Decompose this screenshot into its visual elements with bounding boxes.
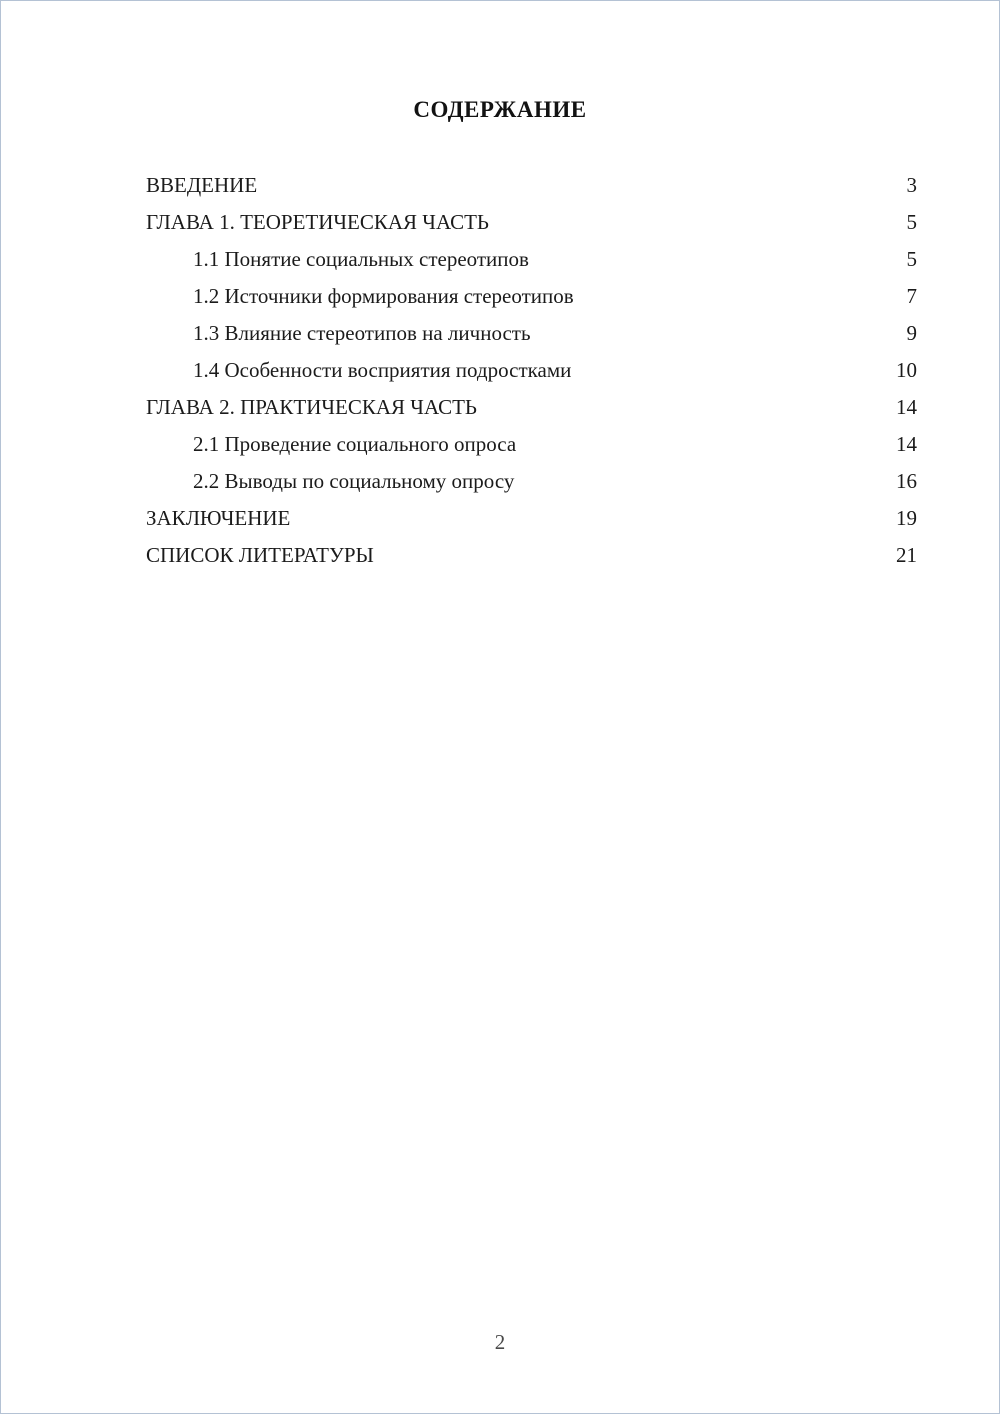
- toc-entry-page: 5: [906, 247, 917, 271]
- toc-entry-glava-1: [146, 204, 917, 241]
- toc-entry-label: 2.1 Проведение социального опроса: [193, 432, 517, 456]
- toc-entry-zaklyuchenie: [146, 500, 917, 537]
- toc-entry-label: ГЛАВА 2. ПРАКТИЧЕСКАЯ ЧАСТЬ: [146, 395, 477, 419]
- toc-entry-label: 1.4 Особенности восприятия подростками: [193, 358, 572, 382]
- toc-entry-label: 1.3 Влияние стереотипов на личность: [193, 321, 531, 345]
- toc-entry-page: 5: [906, 210, 917, 234]
- toc-entry-label: ЗАКЛЮЧЕНИЕ: [146, 506, 291, 530]
- toc-entry-label: 1.2 Источники формирования стереотипов: [193, 284, 574, 308]
- toc-entry-page: 7: [906, 284, 917, 308]
- table-of-contents: [146, 167, 917, 574]
- toc-entry-1-2: [146, 278, 917, 315]
- toc-entry-1-4: [146, 352, 917, 389]
- toc-entry-page: 9: [906, 321, 917, 345]
- document-title: СОДЕРЖАНИЕ: [413, 97, 587, 122]
- toc-entry-label: 2.2 Выводы по социальному опросу: [193, 469, 515, 493]
- toc-entry-vvedenie: [146, 167, 917, 204]
- toc-entry-page: 19: [896, 506, 917, 530]
- toc-entry-label: 1.1 Понятие социальных стереотипов: [193, 247, 529, 271]
- toc-entry-label: СПИСОК ЛИТЕРАТУРЫ: [146, 543, 374, 567]
- toc-entry-label: ГЛАВА 1. ТЕОРЕТИЧЕСКАЯ ЧАСТЬ: [146, 210, 489, 234]
- toc-entry-glava-2: [146, 389, 917, 426]
- toc-entry-page: 14: [896, 395, 917, 419]
- page-number: 2: [494, 1330, 506, 1354]
- toc-entry-1-1: [146, 241, 917, 278]
- toc-entry-page: 14: [896, 432, 917, 456]
- toc-entry-label: ВВЕДЕНИЕ: [146, 173, 258, 197]
- toc-entry-spisok-literatury: [146, 537, 917, 574]
- toc-entry-page: 16: [896, 469, 917, 493]
- toc-entry-2-2: [146, 463, 917, 500]
- toc-entry-page: 10: [896, 358, 917, 382]
- toc-entry-page: 21: [896, 543, 917, 567]
- toc-entry-2-1: [146, 426, 917, 463]
- toc-entry-1-3: [146, 315, 917, 352]
- toc-entry-page: 3: [906, 173, 917, 197]
